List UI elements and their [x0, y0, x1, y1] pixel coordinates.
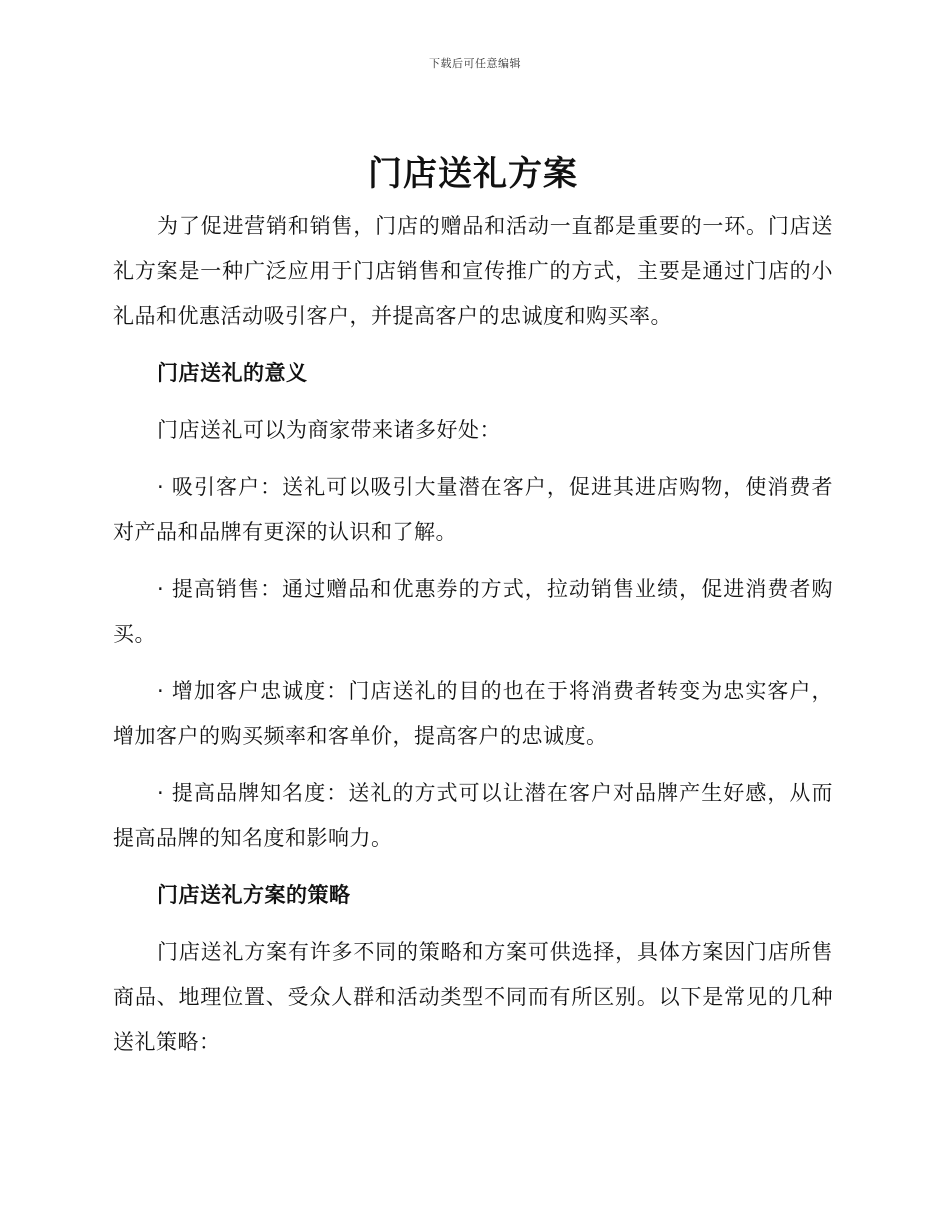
section-heading-strategy: 门店送礼方案的策略 [157, 883, 351, 907]
bullet-brand-awareness: · 提高品牌知名度：送礼的方式可以让潜在客户对品牌产生好感，从而提高品牌的知名度和影响力。 [113, 781, 833, 850]
bullet-attract-customers: · 吸引客户：送礼可以吸引大量潜在客户，促进其进店购物，使消费者对产品和品牌有更深的认识和了解。 [113, 475, 833, 544]
intro-paragraph: 为了促进营销和销售，门店的赠品和活动一直都是重要的一环。门店送礼方案是一种广泛应用于门店销售和宣传推广的方式，主要是通过门店的小礼品和优惠活动吸引客户，并提高客户的忠诚度和购买率。 [113, 214, 833, 328]
document-title: 门店送礼方案 [368, 154, 578, 194]
bullet-increase-sales: · 提高销售：通过赠品和优惠券的方式，拉动销售业绩，促进消费者购买。 [113, 577, 833, 646]
section-heading-significance: 门店送礼的意义 [157, 361, 308, 385]
document-body [113, 150, 833, 1077]
strategy-paragraph: 门店送礼方案有许多不同的策略和方案可供选择，具体方案因门店所售商品、地理位置、受众人群和活动类型不同而有所区别。以下是常见的几种送礼策略： [113, 940, 833, 1054]
header-note: 下载后可任意编辑 [429, 57, 521, 70]
bullet-customer-loyalty: · 增加客户忠诚度：门店送礼的目的也在于将消费者转变为忠实客户，增加客户的购买频率和客单价，提高客户的忠诚度。 [113, 679, 833, 748]
significance-lead: 门店送礼可以为商家带来诸多好处： [157, 418, 501, 442]
